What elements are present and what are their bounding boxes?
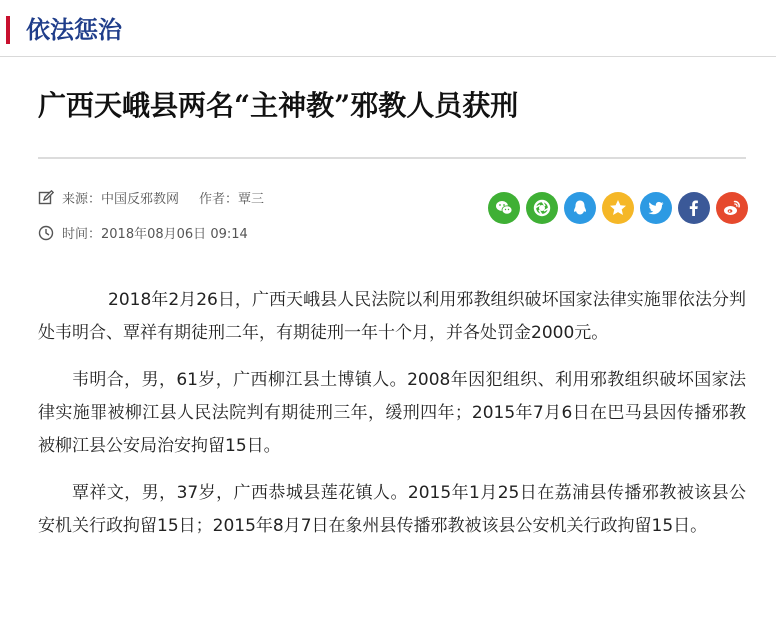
source-label: 来源： (62, 192, 102, 207)
title-divider (38, 157, 746, 159)
time-value: 2018年08月06日 09:14 (101, 227, 248, 242)
share-qq-button[interactable] (564, 192, 596, 224)
clock-icon (38, 225, 54, 241)
article-paragraph: 韦明合，男，61岁，广西柳江县土博镇人。2008年因犯组织、利用邪教组织破坏国家法律实施罪被柳江县人民法院判有期徒刑三年，缓刑四年；2015年7月6日在巴马县因传播邪教被柳江县公安局治安拘留15日。 (38, 370, 746, 456)
time-label: 时间： (62, 227, 102, 242)
share-wechat-button[interactable] (488, 192, 520, 224)
meta-source-row (38, 190, 264, 209)
article-paragraph: 覃祥文，男，37岁，广西恭城县莲花镇人。2015年1月25日在荔浦县传播邪教被该县公安机关行政拘留15日；2015年8月7日在象州县传播邪教被该县公安机关行政拘留15日。 (38, 483, 746, 536)
section-accent-bar (6, 16, 10, 44)
author-value: 覃三 (238, 192, 265, 207)
edit-icon (38, 190, 54, 206)
moments-icon (532, 198, 552, 218)
share-twitter-button[interactable] (640, 192, 672, 224)
source-value[interactable]: 中国反邪教网 (101, 192, 180, 207)
facebook-icon (684, 198, 704, 218)
share-facebook-button[interactable] (678, 192, 710, 224)
share-weibo-button[interactable] (716, 192, 748, 224)
section-header (0, 0, 776, 57)
article-body (38, 284, 746, 557)
section-title[interactable]: 依法惩治 (26, 16, 122, 44)
article-title: 广西天峨县两名“主神教”邪教人员获刑 (38, 89, 519, 122)
share-moments-button[interactable] (526, 192, 558, 224)
meta-time-row (38, 225, 248, 244)
twitter-icon (646, 198, 666, 218)
weibo-icon (722, 198, 742, 218)
article-paragraph: 2018年2月26日，广西天峨县人民法院以利用邪教组织破坏国家法律实施罪依法分判处韦明合、覃祥有期徒刑二年，有期徒刑一年十个月，并各处罚金2000元。 (38, 290, 746, 343)
share-qzone-button[interactable] (602, 192, 634, 224)
qq-icon (570, 198, 590, 218)
author-label: 作者： (199, 192, 239, 207)
wechat-icon (494, 198, 514, 218)
star-icon (608, 198, 628, 218)
